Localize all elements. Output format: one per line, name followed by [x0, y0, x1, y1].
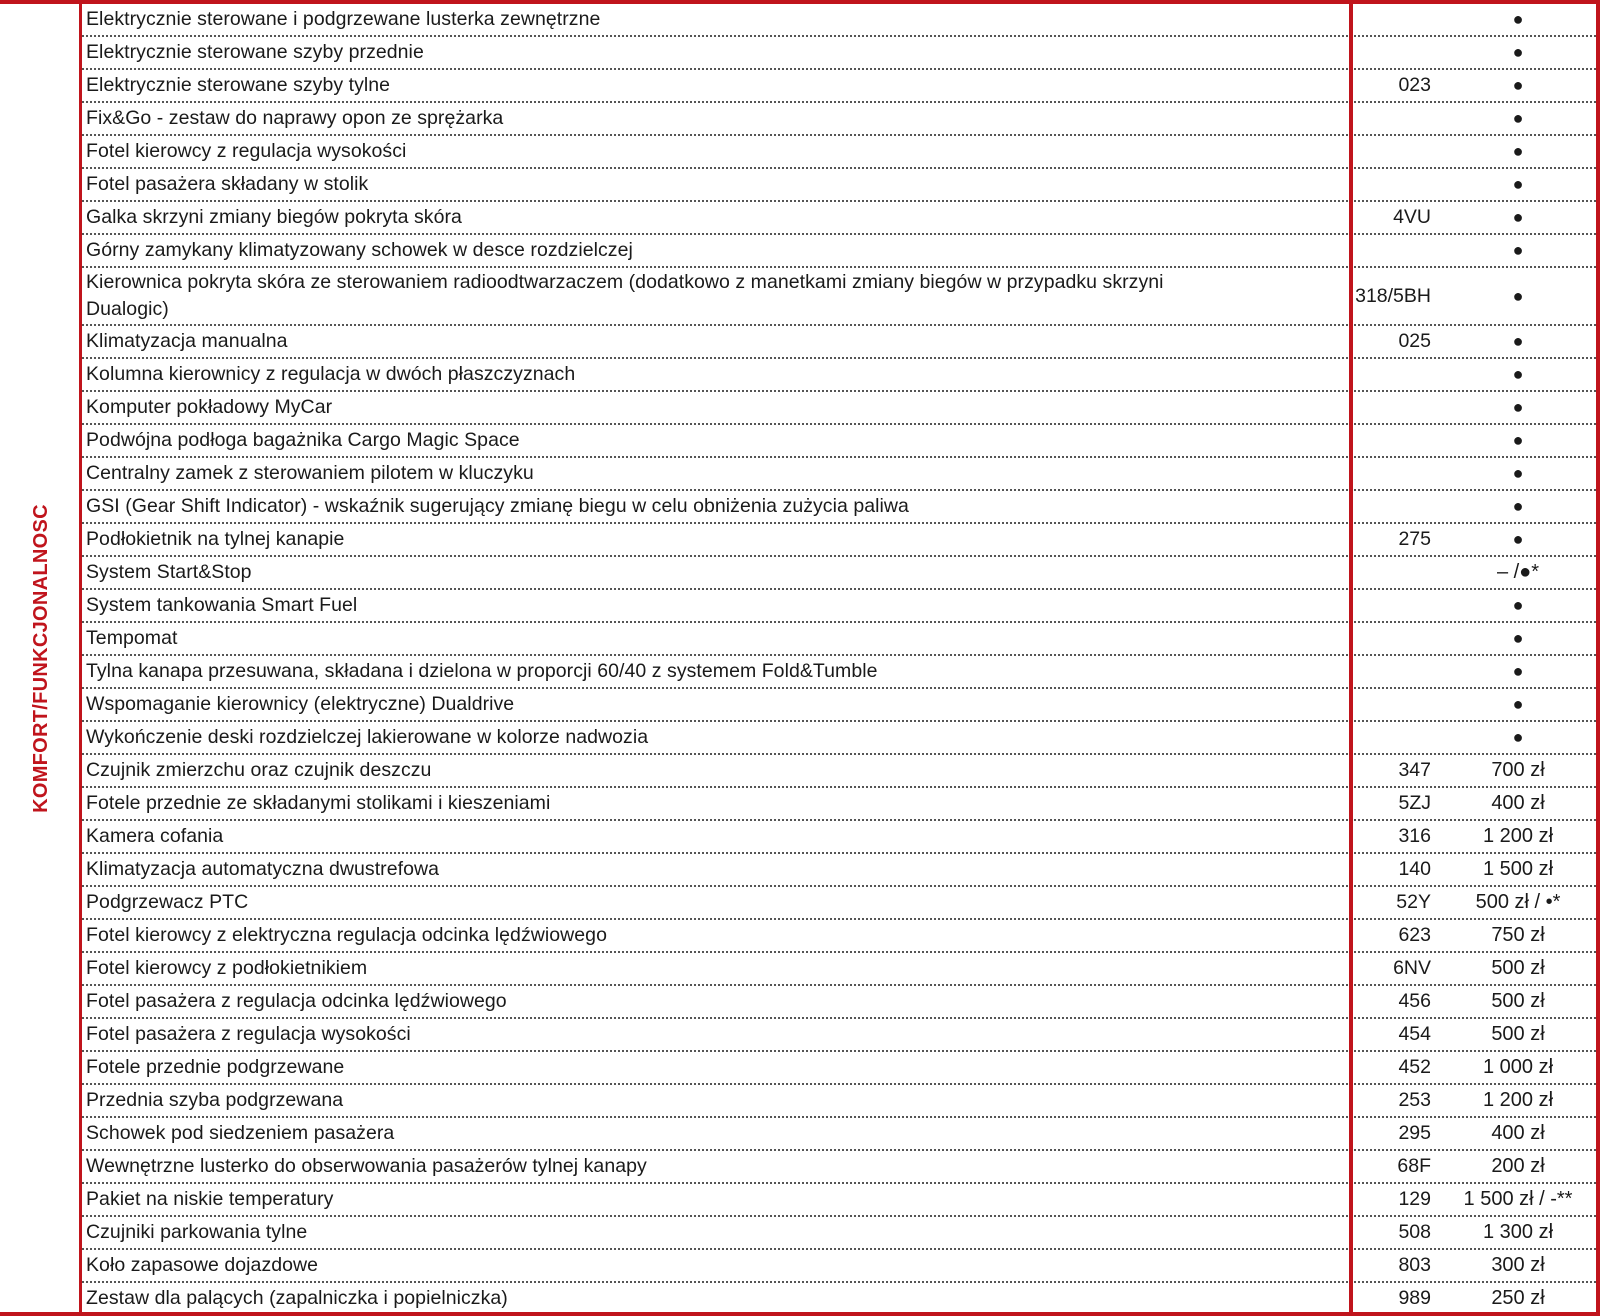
row-value: 400 zł — [1491, 1122, 1545, 1144]
row-option-code: 316 — [1398, 825, 1431, 847]
row-value: 700 zł — [1491, 759, 1545, 781]
row-value: ● — [1512, 397, 1524, 417]
row-option-code — [1242, 689, 1431, 720]
table-row — [82, 70, 1600, 103]
table-row — [82, 920, 1600, 953]
table-row — [82, 986, 1600, 1019]
row-value: 1 500 zł — [1482, 858, 1554, 880]
row-option-code — [1242, 169, 1431, 200]
row-option-code: 318/5BH — [1355, 284, 1431, 307]
table-row — [82, 1217, 1600, 1250]
row-description: Centralny zamek z sterowaniem pilotem w kluczyku — [86, 462, 534, 484]
table-row — [82, 169, 1600, 202]
row-value: 1 500 zł / -** — [1463, 1188, 1573, 1210]
row-description: Wspomaganie kierownicy (elektryczne) Dualdrive — [86, 693, 515, 715]
row-value: 1 000 zł — [1482, 1056, 1554, 1078]
row-description: Fotel kierowcy z podłokietnikiem — [86, 957, 368, 979]
row-option-code: 803 — [1398, 1254, 1431, 1276]
row-value: 1 200 zł — [1482, 825, 1554, 847]
row-value: 500 zł — [1491, 957, 1545, 979]
frame-bottom — [0, 1312, 1600, 1316]
table-row — [82, 491, 1600, 524]
row-option-code — [1242, 590, 1431, 621]
row-description: Fotel kierowcy z regulacja wysokości — [86, 140, 407, 162]
table-row — [82, 1151, 1600, 1184]
table-row — [82, 722, 1600, 755]
row-value: ● — [1512, 9, 1524, 29]
row-description: Podgrzewacz PTC — [86, 891, 249, 913]
table-row — [82, 326, 1600, 359]
table-row — [82, 425, 1600, 458]
row-description: System Start&Stop — [86, 561, 252, 583]
row-value: ● — [1512, 430, 1524, 450]
frame-value-divider — [1349, 0, 1353, 1316]
row-option-code: 454 — [1398, 1023, 1431, 1045]
row-option-code: 347 — [1398, 759, 1431, 781]
table-row — [82, 557, 1600, 590]
row-description: Elektrycznie sterowane szyby przednie — [86, 41, 424, 63]
row-value: ● — [1512, 595, 1524, 615]
row-option-code: 4VU — [1393, 206, 1431, 228]
row-description: Podłokietnik na tylnej kanapie — [86, 528, 345, 550]
row-value: ● — [1512, 496, 1524, 516]
row-option-code: 508 — [1398, 1221, 1431, 1243]
table-row — [82, 953, 1600, 986]
row-option-code — [1242, 425, 1431, 456]
table-row — [82, 1019, 1600, 1052]
row-value: ● — [1512, 240, 1524, 260]
frame-top — [0, 0, 1600, 4]
row-option-code — [1242, 722, 1431, 753]
row-description: Kierownica pokryta skóra ze sterowaniem radioodtwarzaczem (dodatkowo z manetkami zmiany biegów w przypadku skrzyni Dualogic) — [86, 271, 1164, 320]
row-value: 250 zł — [1491, 1287, 1545, 1309]
row-description: Elektrycznie sterowane i podgrzewane lusterka zewnętrzne — [86, 8, 601, 30]
table-row — [82, 1184, 1600, 1217]
table-row — [82, 656, 1600, 689]
row-description: Przednia szyba podgrzewana — [86, 1089, 344, 1111]
row-value: ● — [1512, 364, 1524, 384]
row-description: System tankowania Smart Fuel — [86, 594, 358, 616]
row-option-code — [1242, 656, 1431, 687]
row-description: Tylna kanapa przesuwana, składana i dzielona w proporcji 60/40 z systemem Fold&Tumble — [86, 660, 878, 682]
row-value: ● — [1512, 42, 1524, 62]
row-value: 500 zł — [1491, 990, 1545, 1012]
row-description: Fix&Go - zestaw do naprawy opon ze sprężarka — [86, 107, 504, 129]
table-row — [82, 755, 1600, 788]
table-row — [82, 392, 1600, 425]
row-description: Komputer pokładowy MyCar — [86, 396, 333, 418]
row-description: Fotele przednie podgrzewane — [86, 1056, 345, 1078]
row-value: 500 zł — [1491, 1023, 1545, 1045]
row-description: Koło zapasowe dojazdowe — [86, 1254, 319, 1276]
row-option-code: 456 — [1398, 990, 1431, 1012]
row-option-code: 275 — [1398, 528, 1431, 550]
row-value: 1 300 zł — [1482, 1221, 1554, 1243]
row-description: Podwójna podłoga bagażnika Cargo Magic Space — [86, 429, 520, 451]
row-option-code: 025 — [1398, 330, 1431, 352]
row-option-code — [1242, 235, 1431, 266]
row-description: Górny zamykany klimatyzowany schowek w desce rozdzielczej — [86, 239, 633, 261]
row-description: GSI (Gear Shift Indicator) - wskaźnik sugerujący zmianę biegu w celu obniżenia zużycia paliwa — [86, 495, 909, 517]
row-option-code — [1242, 392, 1431, 423]
table-row — [82, 458, 1600, 491]
row-value: ● — [1512, 108, 1524, 128]
row-option-code: 295 — [1398, 1122, 1431, 1144]
row-option-code — [1242, 491, 1431, 522]
row-value: 1 200 zł — [1482, 1089, 1554, 1111]
row-description: Klimatyzacja automatyczna dwustrefowa — [86, 858, 440, 880]
row-description: Kolumna kierownicy z regulacja w dwóch płaszczyznach — [86, 363, 576, 385]
table-row — [82, 854, 1600, 887]
row-description: Fotel pasażera z regulacja wysokości — [86, 1023, 411, 1045]
row-description: Fotel pasażera z regulacja odcinka lędźwiowego — [86, 990, 507, 1012]
row-description: Wewnętrzne lusterko do obserwowania pasażerów tylnej kanapy — [86, 1155, 647, 1177]
row-value: 300 zł — [1491, 1254, 1545, 1276]
table-row — [82, 37, 1600, 70]
table-row — [82, 103, 1600, 136]
row-value: ● — [1512, 285, 1524, 306]
table-row — [82, 821, 1600, 854]
row-value: ● — [1512, 331, 1524, 351]
row-description: Klimatyzacja manualna — [86, 330, 288, 352]
row-option-code: 140 — [1398, 858, 1431, 880]
frame-left-divider — [79, 0, 82, 1316]
table-row — [82, 1052, 1600, 1085]
row-value: 500 zł / •* — [1475, 891, 1561, 913]
row-value: ● — [1512, 727, 1524, 747]
row-value: ● — [1512, 694, 1524, 714]
table-row — [82, 235, 1600, 268]
frame-right — [1596, 0, 1600, 1316]
table-row — [82, 359, 1600, 392]
table-row — [82, 136, 1600, 169]
row-value: ● — [1512, 529, 1524, 549]
table-row — [82, 623, 1600, 656]
row-description: Schowek pod siedzeniem pasażera — [86, 1122, 395, 1144]
row-option-code: 623 — [1398, 924, 1431, 946]
row-option-code — [1242, 4, 1431, 35]
row-option-code: 253 — [1398, 1089, 1431, 1111]
row-value: ● — [1512, 207, 1524, 227]
row-value: ● — [1512, 174, 1524, 194]
row-option-code — [1242, 37, 1431, 68]
row-option-code: 52Y — [1396, 891, 1431, 913]
row-value: 750 zł — [1491, 924, 1545, 946]
row-value: 400 zł — [1491, 792, 1545, 814]
table-row — [82, 788, 1600, 821]
row-option-code — [1242, 103, 1431, 134]
row-description: Elektrycznie sterowane szyby tylne — [86, 74, 391, 96]
table-row — [82, 268, 1600, 326]
table-row — [82, 590, 1600, 623]
table-row — [82, 1118, 1600, 1151]
row-value: 200 zł — [1491, 1155, 1545, 1177]
table-row — [82, 202, 1600, 235]
row-value: ● — [1512, 141, 1524, 161]
row-option-code: 989 — [1398, 1287, 1431, 1309]
row-description: Wykończenie deski rozdzielczej lakierowane w kolorze nadwozia — [86, 726, 649, 748]
row-option-code: 129 — [1398, 1188, 1431, 1210]
row-option-code — [1242, 136, 1431, 167]
table-row — [82, 4, 1600, 37]
row-option-code: 6NV — [1393, 957, 1431, 979]
row-description: Fotel kierowcy z elektryczna regulacja odcinka lędźwiowego — [86, 924, 607, 946]
row-value: ● — [1512, 75, 1524, 95]
table-row — [82, 524, 1600, 557]
row-value: ● — [1512, 463, 1524, 483]
table-row — [82, 887, 1600, 920]
table-row — [82, 1085, 1600, 1118]
row-description: Czujnik zmierzchu oraz czujnik deszczu — [86, 759, 432, 781]
row-option-code: 5ZJ — [1398, 792, 1431, 814]
row-description: Pakiet na niskie temperatury — [86, 1188, 334, 1210]
table-row — [82, 689, 1600, 722]
category-label-cell — [0, 0, 82, 1316]
row-value: – /●* — [1496, 561, 1540, 583]
row-description: Fotele przednie ze składanymi stolikami i kieszeniami — [86, 792, 551, 814]
row-option-code — [1242, 359, 1431, 390]
row-description: Tempomat — [86, 627, 178, 649]
row-option-code: 452 — [1398, 1056, 1431, 1078]
table-row — [82, 1250, 1600, 1283]
row-option-code — [1242, 623, 1431, 654]
row-value: ● — [1512, 628, 1524, 648]
row-description: Czujniki parkowania tylne — [86, 1221, 308, 1243]
row-description: Fotel pasażera składany w stolik — [86, 173, 369, 195]
row-option-code — [1242, 557, 1431, 588]
row-option-code: 023 — [1398, 74, 1431, 96]
row-description: Kamera cofania — [86, 825, 224, 847]
row-option-code: 68F — [1397, 1155, 1431, 1177]
category-label: KOMFORT/FUNKCJONALNOSC — [29, 503, 52, 813]
row-value: ● — [1512, 661, 1524, 681]
row-option-code — [1242, 458, 1431, 489]
row-description: Zestaw dla palących (zapalniczka i popielniczka) — [86, 1287, 508, 1309]
row-description: Galka skrzyni zmiany biegów pokryta skóra — [86, 206, 462, 228]
